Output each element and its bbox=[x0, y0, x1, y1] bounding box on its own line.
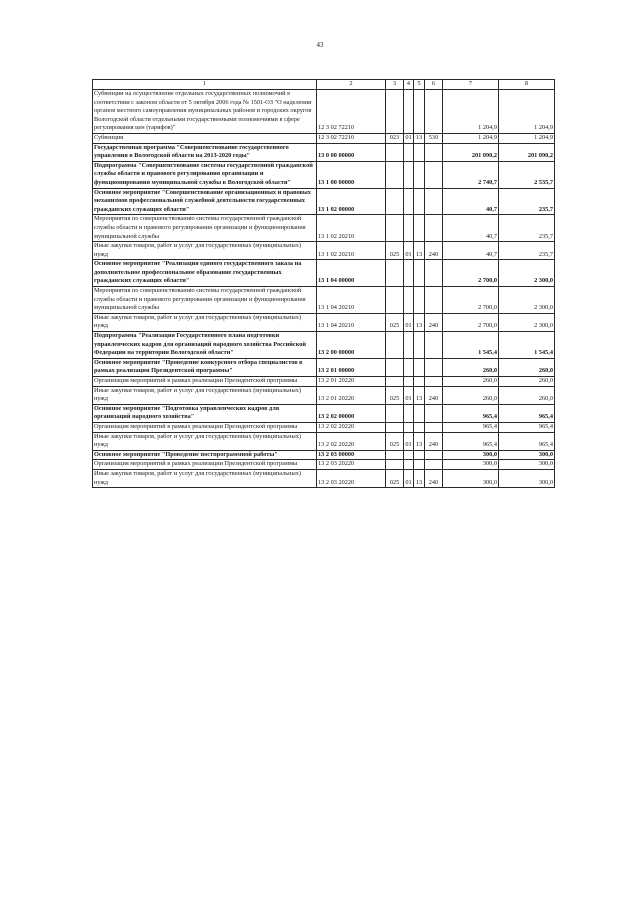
row-ministry-code bbox=[386, 215, 404, 242]
row-subsection-code bbox=[414, 287, 425, 314]
row-name: Субвенции на осуществление отдельных государственных полномочий в соответствии с законом области от 5 октября 2006 года № 1501-ОЗ "О наделении органов местного самоуправления муниципальных районов и городских округов Вологодской области отдельными государственными полномочиями в сфере регулирования цен (тарифов)" bbox=[93, 90, 317, 134]
table-row bbox=[93, 422, 555, 432]
row-amount-year-1: 40,7 bbox=[443, 188, 499, 215]
table-row bbox=[93, 90, 555, 134]
table-row bbox=[93, 287, 555, 314]
row-amount-year-1: 40,7 bbox=[443, 242, 499, 260]
row-section-code bbox=[404, 143, 414, 161]
row-name: Мероприятия по совершенствованию системы государственной гражданской службы области и правового регулирования организации и функционирования муниципальной службы bbox=[93, 215, 317, 242]
row-section-code bbox=[404, 404, 414, 422]
row-code: 13 1 04 20210 bbox=[317, 287, 386, 314]
row-expense-type bbox=[425, 161, 443, 188]
table-row bbox=[93, 450, 555, 460]
row-code: 13 2 03 20220 bbox=[317, 469, 386, 487]
column-header: 4 bbox=[404, 80, 414, 90]
row-amount-year-2: 1 545,4 bbox=[499, 332, 555, 359]
row-subsection-code: 13 bbox=[414, 313, 425, 331]
row-section-code: 01 bbox=[404, 242, 414, 260]
row-expense-type bbox=[425, 377, 443, 387]
row-name: Иные закупки товаров, работ и услуг для государственных (муниципальных) нужд bbox=[93, 432, 317, 450]
row-code: 13 2 01 20220 bbox=[317, 377, 386, 387]
row-subsection-code bbox=[414, 161, 425, 188]
table-row bbox=[93, 242, 555, 260]
column-header: 5 bbox=[414, 80, 425, 90]
table-row bbox=[93, 161, 555, 188]
row-amount-year-1: 260,0 bbox=[443, 386, 499, 404]
column-header: 1 bbox=[93, 80, 317, 90]
row-subsection-code bbox=[414, 90, 425, 134]
row-name: Иные закупки товаров, работ и услуг для государственных (муниципальных) нужд bbox=[93, 313, 317, 331]
row-subsection-code bbox=[414, 422, 425, 432]
row-subsection-code: 13 bbox=[414, 242, 425, 260]
row-ministry-code bbox=[386, 90, 404, 134]
row-code: 13 1 04 00000 bbox=[317, 260, 386, 287]
row-ministry-code bbox=[386, 460, 404, 470]
row-name: Основное мероприятие "Проведение постпрограммной работы" bbox=[93, 450, 317, 460]
row-code: 13 1 02 00000 bbox=[317, 188, 386, 215]
row-subsection-code bbox=[414, 450, 425, 460]
table-row bbox=[93, 188, 555, 215]
row-ministry-code bbox=[386, 450, 404, 460]
row-amount-year-2: 260,0 bbox=[499, 358, 555, 376]
row-subsection-code: 13 bbox=[414, 386, 425, 404]
row-code: 13 0 00 00000 bbox=[317, 143, 386, 161]
row-amount-year-1: 260,0 bbox=[443, 377, 499, 387]
row-code: 13 1 00 00000 bbox=[317, 161, 386, 188]
row-amount-year-2: 235,7 bbox=[499, 242, 555, 260]
row-amount-year-1: 2 700,0 bbox=[443, 260, 499, 287]
row-expense-type bbox=[425, 260, 443, 287]
row-expense-type bbox=[425, 188, 443, 215]
row-subsection-code: 13 bbox=[414, 432, 425, 450]
row-section-code bbox=[404, 422, 414, 432]
row-ministry-code: 025 bbox=[386, 386, 404, 404]
row-name: Подпрограмма "Реализация Государственного плана подготовки управленческих кадров для организаций народного хозяйства Российской Федерации на территории Вологодской области" bbox=[93, 332, 317, 359]
row-amount-year-1: 300,0 bbox=[443, 450, 499, 460]
row-amount-year-2: 2 300,0 bbox=[499, 260, 555, 287]
row-name: Иные закупки товаров, работ и услуг для государственных (муниципальных) нужд bbox=[93, 242, 317, 260]
row-amount-year-2: 300,0 bbox=[499, 469, 555, 487]
row-section-code bbox=[404, 287, 414, 314]
row-section-code bbox=[404, 377, 414, 387]
row-amount-year-1: 201 090,2 bbox=[443, 143, 499, 161]
row-ministry-code bbox=[386, 332, 404, 359]
row-name: Иные закупки товаров, работ и услуг для государственных (муниципальных) нужд bbox=[93, 469, 317, 487]
row-expense-type bbox=[425, 143, 443, 161]
row-amount-year-1: 300,0 bbox=[443, 460, 499, 470]
row-subsection-code: 13 bbox=[414, 133, 425, 143]
row-amount-year-2: 2 300,0 bbox=[499, 287, 555, 314]
row-subsection-code bbox=[414, 143, 425, 161]
row-code: 12 3 02 72210 bbox=[317, 133, 386, 143]
row-expense-type: 240 bbox=[425, 313, 443, 331]
row-amount-year-1: 2 700,0 bbox=[443, 313, 499, 331]
row-subsection-code bbox=[414, 404, 425, 422]
row-section-code bbox=[404, 460, 414, 470]
row-amount-year-1: 2 740,7 bbox=[443, 161, 499, 188]
row-code: 13 1 02 20210 bbox=[317, 215, 386, 242]
row-code: 13 2 02 00000 bbox=[317, 404, 386, 422]
page-number: 43 bbox=[316, 41, 324, 49]
row-expense-type bbox=[425, 215, 443, 242]
row-expense-type: 240 bbox=[425, 386, 443, 404]
row-amount-year-2: 2 300,0 bbox=[499, 313, 555, 331]
row-section-code bbox=[404, 215, 414, 242]
table-row bbox=[93, 460, 555, 470]
row-amount-year-2: 965,4 bbox=[499, 404, 555, 422]
row-section-code: 01 bbox=[404, 133, 414, 143]
table-row bbox=[93, 260, 555, 287]
table-row bbox=[93, 469, 555, 487]
row-amount-year-2: 965,4 bbox=[499, 432, 555, 450]
table-row bbox=[93, 133, 555, 143]
row-name: Подпрограмма "Совершенствование системы государственной гражданской службы области и правового регулирования организации и функционирования муниципальной службы в Вологодской области" bbox=[93, 161, 317, 188]
row-ministry-code: 025 bbox=[386, 432, 404, 450]
row-expense-type: 240 bbox=[425, 469, 443, 487]
row-section-code: 01 bbox=[404, 432, 414, 450]
row-amount-year-1: 1 204,9 bbox=[443, 90, 499, 134]
row-ministry-code bbox=[386, 287, 404, 314]
row-ministry-code bbox=[386, 188, 404, 215]
row-expense-type bbox=[425, 358, 443, 376]
row-subsection-code: 13 bbox=[414, 469, 425, 487]
row-ministry-code: 023 bbox=[386, 133, 404, 143]
budget-table bbox=[92, 79, 555, 488]
row-amount-year-1: 965,4 bbox=[443, 432, 499, 450]
row-section-code bbox=[404, 450, 414, 460]
row-amount-year-2: 2 535,7 bbox=[499, 161, 555, 188]
table-row bbox=[93, 143, 555, 161]
column-header: 2 bbox=[317, 80, 386, 90]
row-amount-year-2: 201 090,2 bbox=[499, 143, 555, 161]
row-amount-year-2: 1 204,9 bbox=[499, 133, 555, 143]
row-amount-year-1: 40,7 bbox=[443, 215, 499, 242]
row-subsection-code bbox=[414, 332, 425, 359]
row-code: 13 2 02 20220 bbox=[317, 432, 386, 450]
column-header: 8 bbox=[499, 80, 555, 90]
row-section-code bbox=[404, 188, 414, 215]
table-row bbox=[93, 432, 555, 450]
row-expense-type bbox=[425, 287, 443, 314]
row-amount-year-1: 1 204,9 bbox=[443, 133, 499, 143]
row-section-code: 01 bbox=[404, 469, 414, 487]
row-amount-year-1: 260,0 bbox=[443, 358, 499, 376]
row-ministry-code: 025 bbox=[386, 242, 404, 260]
row-section-code bbox=[404, 332, 414, 359]
row-name: Государственная программа "Совершенствование государственного управления в Вологодской области на 2013-2020 годы" bbox=[93, 143, 317, 161]
row-expense-type bbox=[425, 460, 443, 470]
row-amount-year-1: 965,4 bbox=[443, 422, 499, 432]
row-subsection-code bbox=[414, 215, 425, 242]
row-subsection-code bbox=[414, 358, 425, 376]
row-amount-year-1: 2 700,0 bbox=[443, 287, 499, 314]
row-name: Основное мероприятие "Подготовка управленческих кадров для организаций народного хозяйства" bbox=[93, 404, 317, 422]
row-amount-year-1: 965,4 bbox=[443, 404, 499, 422]
row-name: Иные закупки товаров, работ и услуг для государственных (муниципальных) нужд bbox=[93, 386, 317, 404]
row-name: Основное мероприятие "Проведение конкурсного отбора специалистов в рамках реализации Президентской программы" bbox=[93, 358, 317, 376]
row-ministry-code bbox=[386, 260, 404, 287]
row-amount-year-2: 235,7 bbox=[499, 215, 555, 242]
row-ministry-code: 025 bbox=[386, 469, 404, 487]
row-amount-year-2: 965,4 bbox=[499, 422, 555, 432]
row-code: 13 2 03 20220 bbox=[317, 460, 386, 470]
row-expense-type bbox=[425, 332, 443, 359]
row-ministry-code bbox=[386, 404, 404, 422]
row-ministry-code bbox=[386, 377, 404, 387]
row-subsection-code bbox=[414, 460, 425, 470]
row-ministry-code: 025 bbox=[386, 313, 404, 331]
column-header: 6 bbox=[425, 80, 443, 90]
row-name: Организация мероприятий в рамках реализации Президентской программы bbox=[93, 460, 317, 470]
column-header: 3 bbox=[386, 80, 404, 90]
row-expense-type bbox=[425, 90, 443, 134]
row-code: 13 2 00 00000 bbox=[317, 332, 386, 359]
row-code: 13 2 03 00000 bbox=[317, 450, 386, 460]
row-section-code bbox=[404, 260, 414, 287]
row-amount-year-2: 260,0 bbox=[499, 377, 555, 387]
row-name: Основное мероприятие "Реализация единого государственного заказа на дополнительное профессиональное образование государственных гражданских служащих области" bbox=[93, 260, 317, 287]
row-ministry-code bbox=[386, 143, 404, 161]
row-amount-year-2: 300,0 bbox=[499, 450, 555, 460]
row-expense-type: 240 bbox=[425, 432, 443, 450]
row-amount-year-2: 260,0 bbox=[499, 386, 555, 404]
row-expense-type bbox=[425, 422, 443, 432]
row-subsection-code bbox=[414, 377, 425, 387]
row-section-code: 01 bbox=[404, 386, 414, 404]
row-amount-year-2: 235,7 bbox=[499, 188, 555, 215]
table-row bbox=[93, 404, 555, 422]
row-section-code: 01 bbox=[404, 313, 414, 331]
row-expense-type: 240 bbox=[425, 242, 443, 260]
row-section-code bbox=[404, 90, 414, 134]
table-row bbox=[93, 377, 555, 387]
row-expense-type: 530 bbox=[425, 133, 443, 143]
table-row bbox=[93, 313, 555, 331]
row-code: 13 1 04 20210 bbox=[317, 313, 386, 331]
row-subsection-code bbox=[414, 260, 425, 287]
row-subsection-code bbox=[414, 188, 425, 215]
table-row bbox=[93, 358, 555, 376]
table-header-row bbox=[93, 80, 555, 90]
row-section-code bbox=[404, 161, 414, 188]
row-amount-year-1: 1 545,4 bbox=[443, 332, 499, 359]
row-name: Субвенции bbox=[93, 133, 317, 143]
row-expense-type bbox=[425, 450, 443, 460]
row-ministry-code bbox=[386, 358, 404, 376]
row-expense-type bbox=[425, 404, 443, 422]
table-row bbox=[93, 332, 555, 359]
row-section-code bbox=[404, 358, 414, 376]
row-code: 13 2 01 00000 bbox=[317, 358, 386, 376]
row-amount-year-2: 1 204,9 bbox=[499, 90, 555, 134]
row-code: 13 1 02 20210 bbox=[317, 242, 386, 260]
table-row bbox=[93, 386, 555, 404]
row-amount-year-2: 300,0 bbox=[499, 460, 555, 470]
row-name: Основное мероприятие "Совершенствование организационных и правовых механизмов профессиональной служебной деятельности государственных гражданских служащих области" bbox=[93, 188, 317, 215]
row-name: Организация мероприятий в рамках реализации Президентской программы bbox=[93, 377, 317, 387]
row-amount-year-1: 300,0 bbox=[443, 469, 499, 487]
row-ministry-code bbox=[386, 161, 404, 188]
row-ministry-code bbox=[386, 422, 404, 432]
row-name: Мероприятия по совершенствованию системы государственной гражданской службы области и правового регулирования организации и функционирования муниципальной службы bbox=[93, 287, 317, 314]
row-code: 13 2 01 20220 bbox=[317, 386, 386, 404]
row-code: 13 2 02 20220 bbox=[317, 422, 386, 432]
table-row bbox=[93, 215, 555, 242]
row-name: Организация мероприятий в рамках реализации Президентской программы bbox=[93, 422, 317, 432]
column-header: 7 bbox=[443, 80, 499, 90]
row-code: 12 3 02 72210 bbox=[317, 90, 386, 134]
